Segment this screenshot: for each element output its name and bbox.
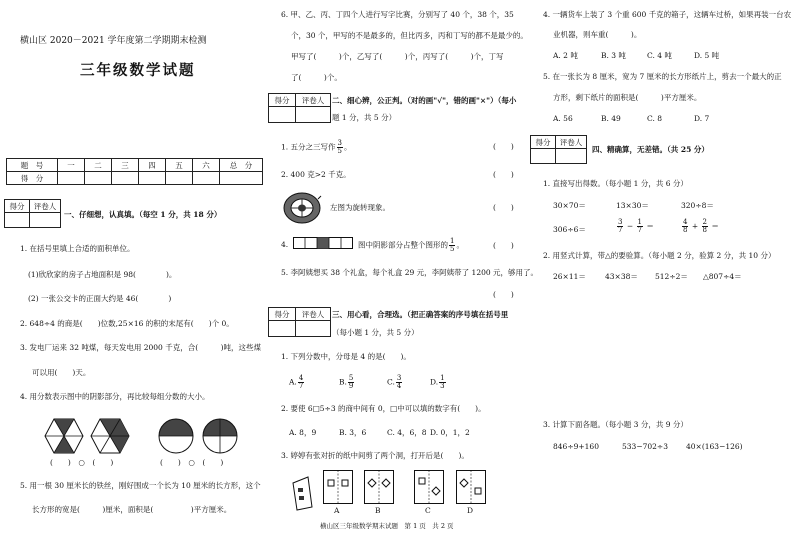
calc-3-item: 533−702÷3 — [622, 442, 668, 451]
judge-4-answer[interactable]: ( ) — [493, 241, 514, 250]
question-1: 1. 在括号里填上合适的面积单位。 — [20, 244, 135, 253]
choice-5-line2: 方形，剩下纸片的面积是( )平方厘米。 — [553, 93, 702, 102]
grader-cell[interactable] — [269, 107, 296, 123]
choice-1-option-b[interactable]: B. $\frac{5}{9}$ — [339, 374, 354, 390]
fraction: $\frac{1}{5}$ — [450, 237, 455, 253]
calc-3-item: 40×(163−126) — [686, 442, 743, 451]
judge-5: 5. 李阿姨想买 38 个礼盒，每个礼盒 29 元，李阿姨带了 1200 元，够用了。 — [281, 268, 539, 277]
calc-3-heading: 3. 计算下面各题。（每小题 3 分，共 9 分） — [543, 420, 688, 429]
score-table-cell: 三 — [112, 159, 139, 172]
choice-5-option-b[interactable]: B. 49 — [601, 114, 621, 123]
grader-cell[interactable] — [269, 321, 296, 337]
grader-label: 评卷人 — [556, 136, 587, 149]
choice-3-option-b-figure[interactable] — [364, 470, 394, 504]
choice-3-option-a-figure[interactable] — [323, 470, 353, 504]
calc-2-item: 43×38＝ — [605, 272, 638, 281]
choice-1-option-a[interactable]: A. $\frac{4}{7}$ — [289, 374, 304, 390]
choice-3: 3. 婷婷有张对折的纸中间剪了两个洞，打开后是( )。 — [281, 451, 469, 460]
grader-cell[interactable] — [296, 321, 331, 337]
compare-blank-hexagons[interactable]: ( ) ○ ( ) — [50, 458, 114, 467]
calc-1-item: 320÷8＝ — [681, 201, 714, 210]
choice-3-option-a[interactable]: A — [334, 506, 340, 515]
score-table-cell: 五 — [166, 159, 193, 172]
score-table-cell: 一 — [58, 159, 85, 172]
judge-4-text: 图中阴影部分占整个图形的 — [358, 240, 448, 250]
score-table-cell[interactable] — [193, 172, 220, 185]
choice-5-line1: 5. 在一张长为 8 厘米，宽为 7 厘米的长方形纸片上，剪去一个最大的正 — [543, 72, 782, 81]
grader-cell[interactable] — [556, 149, 587, 164]
circle-figure-2 — [202, 418, 238, 454]
grader-cell[interactable] — [30, 213, 61, 228]
score-table-cell: 二 — [85, 159, 112, 172]
judge-1: 1. 五分之三写作 $\frac{3}{5}$ 。 — [281, 139, 352, 155]
grader-cell[interactable] — [296, 107, 331, 123]
judge-3-answer[interactable]: ( ) — [493, 203, 514, 212]
choice-1-option-c[interactable]: C. $\frac{3}{4}$ — [387, 374, 402, 390]
strip-figure — [293, 237, 353, 249]
rotation-wheel-figure — [282, 192, 322, 224]
question-6-line3: 甲写了( )个，乙写了( )个，丙写了( )个，丁写 — [291, 52, 504, 61]
score-table — [6, 158, 263, 185]
choice-2-option-c[interactable]: C. 4，6，8 — [387, 428, 427, 437]
judge-2-answer[interactable]: ( ) — [493, 170, 514, 179]
paper-title: 三年级数学试题 — [80, 62, 196, 79]
judge-3: 左图为旋转现象。 — [330, 203, 390, 212]
choice-3-option-d[interactable]: D — [467, 506, 474, 515]
choice-3-option-c-figure[interactable] — [414, 470, 444, 504]
grader-box-2 — [268, 93, 331, 123]
score-table-cell[interactable] — [85, 172, 112, 185]
question-2: 2. 648÷4 的商是( )位数,25×16 的积的末尾有( )个 0。 — [20, 319, 234, 328]
compare-blank-circles[interactable]: ( ) ○ ( ) — [160, 458, 224, 467]
score-table-cell: 四 — [139, 159, 166, 172]
calc-2-item: 512÷2＝ — [655, 272, 688, 281]
grader-cell[interactable] — [5, 213, 30, 228]
score-table-cell: 总 分 — [220, 159, 263, 172]
score-table-cell[interactable] — [58, 172, 85, 185]
choice-2: 2. 要使 6□5÷3 的商中间有 0，□中可以填的数字有( )。 — [281, 404, 486, 413]
score-table-cell: 题 号 — [7, 159, 58, 172]
choice-3-option-b[interactable]: B — [375, 506, 381, 515]
grader-label: 评卷人 — [296, 94, 331, 107]
judge-5-answer[interactable]: ( ) — [493, 290, 514, 299]
score-table-cell[interactable] — [220, 172, 263, 185]
choice-1-option-d[interactable]: D. $\frac{1}{3}$ — [430, 374, 445, 390]
score-table-cell[interactable] — [139, 172, 166, 185]
question-3-line2: 可以用( )天。 — [32, 368, 91, 377]
score-table-cell[interactable] — [112, 172, 139, 185]
judge-1-answer[interactable]: ( ) — [493, 142, 514, 151]
judge-4: 图中阴影部分占整个图形的 $\frac{1}{5}$ 。 — [358, 237, 464, 253]
question-5-line1: 5. 用一根 30 厘米长的铁丝，刚好围成一个长为 10 厘米的长方形，这个 — [20, 481, 261, 490]
choice-4-line1: 4. 一辆货车上装了 3 个重 600 千克的箱子，这辆车过桥，如果再装一台农 — [543, 10, 792, 19]
section-2-heading-cont: 题 1 分，共 5 分） — [332, 113, 397, 122]
choice-3-option-c[interactable]: C — [425, 506, 431, 515]
question-6-line4: 了( )个。 — [291, 73, 342, 82]
calc-1-fraction-item: $\frac{4}{8}$ + $\frac{2}{8}$ ＝ — [683, 218, 719, 234]
grader-box — [4, 199, 61, 228]
calc-1-fraction-item: $\frac{3}{7}$ − $\frac{1}{7}$ ＝ — [618, 218, 654, 234]
judge-4-number: 4. — [281, 240, 289, 249]
calc-1-item: 13×30＝ — [616, 201, 649, 210]
grader-label: 评卷人 — [30, 200, 61, 213]
choice-5-option-d[interactable]: D. 7 — [694, 114, 710, 123]
section-3-heading-cont: （每小题 1 分，共 5 分） — [332, 328, 419, 337]
grader-label: 得分 — [269, 94, 296, 107]
calc-2-item: 26×11＝ — [553, 272, 586, 281]
calc-2-heading: 2. 用竖式计算，带△的要验算。（每小题 2 分，验算 2 分，共 10 分） — [543, 251, 776, 260]
section-1-heading: 一、仔细想，认真填。（每空 1 分，共 18 分） — [64, 210, 222, 219]
choice-4-option-c[interactable]: C. 4 吨 — [647, 51, 672, 60]
page-footer: 横山区三年级数学期末试题 第 1 页 共 2 页 — [320, 522, 454, 530]
section-3-heading: 三、用心看，合理选。（把正确答案的序号填在括号里 — [332, 310, 509, 319]
grader-box-4 — [530, 135, 587, 164]
grader-label: 得分 — [5, 200, 30, 213]
section-4-heading: 四、精确算，无差错。（共 25 分） — [592, 145, 709, 154]
choice-5-option-c[interactable]: C. 8 — [647, 114, 663, 123]
grader-label: 得分 — [531, 136, 556, 149]
question-1b: (2) 一张公交卡的正面大约是 46( ) — [28, 294, 172, 303]
score-table-cell: 六 — [193, 159, 220, 172]
exam-title: 横山区 2020－2021 学年度第二学期期末检测 — [20, 36, 207, 46]
circle-figure-1 — [158, 418, 194, 454]
hexagon-figure-2 — [90, 418, 130, 454]
fraction: $\frac{3}{5}$ — [337, 139, 343, 155]
section-2-heading: 二、细心辨，公正判。（对的画"√"，错的画"×"）（每小 — [332, 96, 517, 105]
question-5-line2: 长方形的宽是( )厘米，面积是( )平方厘米。 — [32, 505, 232, 514]
calc-1-heading: 1. 直接写出得数。（每小题 1 分，共 6 分） — [543, 179, 688, 188]
grader-label: 评卷人 — [296, 308, 331, 321]
score-table-cell: 得 分 — [7, 172, 58, 185]
grader-box-3 — [268, 307, 331, 337]
question-4: 4. 用分数表示图中的阴影部分，再比较每组分数的大小。 — [20, 392, 210, 401]
judge-1-text: 1. 五分之三写作 — [281, 142, 336, 152]
judge-2: 2. 400 克>2 千克。 — [281, 170, 351, 179]
calc-3-item: 846÷9+160 — [553, 442, 599, 451]
grader-label: 得分 — [269, 308, 296, 321]
hexagon-figure-1 — [44, 418, 84, 454]
question-6-line2: 个，30 个，甲写的不是最多的，但比丙多，丙和丁写的都不是最少的。 — [291, 31, 528, 40]
folded-paper-figure — [290, 473, 316, 511]
choice-1: 1. 下列分数中，分母是 4 的是( )。 — [281, 352, 411, 361]
choice-2-option-d[interactable]: D. 0，1，2 — [430, 428, 470, 437]
calc-2-item: △807÷4＝ — [703, 272, 742, 281]
choice-3-option-d-figure[interactable] — [456, 470, 486, 504]
choice-4-option-b[interactable]: B. 3 吨 — [601, 51, 626, 60]
question-6-line1: 6. 甲、乙、丙、丁四个人进行写字比赛，分别写了 40 个，38 个，35 — [281, 10, 514, 19]
choice-4-option-a[interactable]: A. 2 吨 — [553, 51, 578, 60]
calc-1-item: 306÷6＝ — [553, 225, 586, 234]
choice-2-option-a[interactable]: A. 8，9 — [289, 428, 317, 437]
choice-5-option-a[interactable]: A. 56 — [553, 114, 573, 123]
question-3-line1: 3. 发电厂运来 32 吨煤，每天发电用 2000 千克，合( )吨，这些煤 — [20, 343, 262, 352]
choice-4-line2: 业机器，则车重( )。 — [553, 30, 642, 39]
grader-cell[interactable] — [531, 149, 556, 164]
choice-4-option-d[interactable]: D. 5 吨 — [694, 51, 720, 60]
question-1a: (1)欣欣家的房子占地面积是 98( )。 — [28, 270, 177, 279]
score-table-cell[interactable] — [166, 172, 193, 185]
calc-1-item: 30×70＝ — [553, 201, 586, 210]
choice-2-option-b[interactable]: B. 3，6 — [339, 428, 367, 437]
